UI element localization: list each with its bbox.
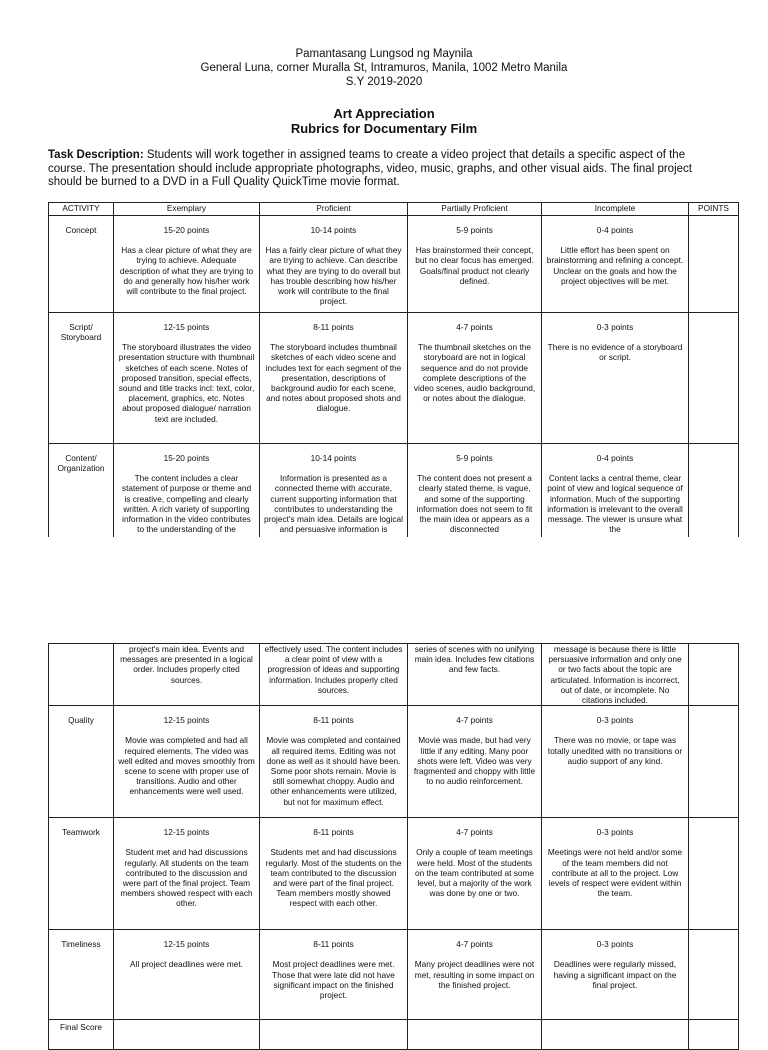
activity-cell: Teamwork: [49, 818, 114, 930]
table-row-content-continued: [49, 644, 739, 706]
exemplary-cell: [114, 930, 260, 1020]
criteria-text: Little effort has been spent on brainstorming and refining a concept. Unclear on the goals and how the project objectives will be met.: [546, 245, 684, 286]
criteria-text: Has a clear picture of what they are trying to achieve. Adequate description of what they are trying to do and generally how his/her work will contribute to the final project.: [119, 245, 254, 297]
partial-cell: [408, 930, 542, 1020]
criteria-text: All project deadlines were met.: [130, 959, 243, 970]
criteria-text: Movie was made, but had very little if any editing. Many poor shots were left. Video was very fragmented and choppy with little to no audio reinforcement.: [413, 735, 536, 787]
activity-cell: [49, 644, 114, 706]
activity-cell: Final Score: [49, 1020, 114, 1050]
criteria-text: Most project deadlines were met. Those that were late did not have significant impact on the finished project.: [272, 959, 395, 1001]
points-range: 0-3 points: [596, 322, 634, 332]
task-text: Students will work together in assigned teams to create a video project that details a specific aspect of the course. The presentation should include appropriate photographs, video, music, graphs, and other visual aids. The final project should be burned to a DVD in a Full Quality QuickTime movie format.: [48, 149, 692, 188]
incomplete-cell: [542, 644, 689, 706]
table-row-final-score: [49, 1020, 739, 1050]
points-range: 5-9 points: [456, 453, 493, 463]
exemplary-cell: [114, 706, 260, 818]
task-label: Task Description:: [48, 149, 144, 161]
document-header: [0, 47, 768, 89]
table-row-timeliness: [49, 930, 739, 1020]
incomplete-cell: [542, 313, 689, 444]
points-range: 8-11 points: [313, 827, 354, 838]
partial-cell: [408, 1020, 542, 1050]
points-cell[interactable]: [689, 818, 739, 930]
proficient-cell: [260, 706, 408, 818]
criteria-text: Students met and had discussions regularly. Most of the students on the team contributed to the discussion and were part of the final project. Team members mostly showed respect with each other.: [265, 847, 402, 909]
criteria-text: The content does not present a clearly stated theme, is vague, and some of the supporting information does not seem to fit the main idea or appears as a disconnected: [416, 473, 533, 535]
points-cell[interactable]: [689, 313, 739, 444]
points-range: 12-15 points: [163, 827, 210, 838]
proficient-cell: [260, 930, 408, 1020]
criteria-text: effectively used. The content includes a clear point of view with a progression of ideas and supporting information. Includes properly cited sources.: [264, 644, 403, 695]
partial-cell: [408, 706, 542, 818]
criteria-text: Content lacks a central theme, clear point of view and logical sequence of information. Much of the supporting information is irrelevant to the overall message. The viewer is unsure what the: [547, 473, 683, 535]
points-range: 15-20 points: [163, 453, 210, 463]
exemplary-cell: [114, 216, 260, 313]
points-range: 15-20 points: [163, 225, 210, 235]
activity-cell: Content/ Organization: [49, 444, 114, 564]
criteria-text: Has a fairly clear picture of what they are trying to achieve. Can describe what they are trying to do overall but has trouble describing how his/her work will contribute to the final project.: [265, 245, 402, 307]
proficient-cell: [260, 1020, 408, 1050]
document-title: Art Appreciation: [333, 106, 435, 121]
table-row-concept: [49, 216, 739, 313]
activity-cell: Quality: [49, 706, 114, 818]
criteria-text: Deadlines were regularly missed, having a significant impact on the final project.: [553, 959, 677, 990]
criteria-text: Student met and had discussions regularly. All students on the team contributed to the discussion and were part of the final project. Team members showed respect with each other.: [120, 847, 253, 909]
incomplete-cell: [542, 930, 689, 1020]
points-range: 10-14 points: [310, 225, 357, 235]
points-range: 0-3 points: [596, 827, 634, 838]
activity-cell: Script/ Storyboard: [49, 313, 114, 444]
points-cell[interactable]: [689, 216, 739, 313]
column-header-exemplary: Exemplary: [114, 203, 260, 216]
criteria-text: There is no evidence of a storyboard or script.: [547, 342, 683, 363]
proficient-cell: [260, 644, 408, 706]
partial-cell: [408, 313, 542, 444]
points-range: 10-14 points: [310, 453, 357, 463]
criteria-text: Has brainstormed their concept, but no clear focus has emerged. Goals/final product not clearly defined.: [415, 245, 534, 286]
rubric-table-page-2: [48, 643, 739, 1050]
points-cell[interactable]: [689, 644, 739, 706]
page-break: [0, 537, 768, 643]
school-year: S.Y 2019-2020: [345, 76, 423, 88]
points-range: 4-7 points: [456, 827, 493, 838]
points-cell[interactable]: [689, 706, 739, 818]
points-range: 12-15 points: [163, 939, 210, 950]
exemplary-cell: [114, 313, 260, 444]
points-range: 12-15 points: [163, 322, 210, 332]
points-range: 5-9 points: [456, 225, 493, 235]
criteria-text: Only a couple of team meetings were held. Most of the students on the team contributed at some level, but a majority of the work was done by one or two.: [415, 847, 534, 899]
document-subtitle: Rubrics for Documentary Film: [290, 121, 478, 136]
points-range: 4-7 points: [456, 322, 493, 332]
criteria-text: series of scenes with no unifying main idea. Includes few citations and few facts.: [414, 644, 535, 675]
criteria-text: The content includes a clear statement of purpose or theme and is creative, compelling and clearly written. A rich variety of supporting information in the video contributes to the understanding of the: [121, 473, 252, 535]
activity-cell: Concept: [49, 216, 114, 313]
criteria-text: There was no movie, or tape was totally unedited with no transitions or audio support of any kind.: [547, 735, 683, 766]
points-range: 12-15 points: [163, 715, 210, 726]
school-address: General Luna, corner Muralla St, Intramuros, Manila, 1002 Metro Manila: [200, 62, 568, 74]
task-description: [48, 149, 720, 190]
exemplary-cell: [114, 1020, 260, 1050]
incomplete-cell: [542, 216, 689, 313]
incomplete-cell: [542, 1020, 689, 1050]
proficient-cell: [260, 216, 408, 313]
rubric-table-page-1: [48, 202, 739, 564]
points-range: 8-11 points: [313, 322, 354, 332]
points-range: 4-7 points: [456, 715, 493, 726]
points-range: 0-4 points: [596, 225, 634, 235]
criteria-text: Movie was completed and contained all required items. Editing was not done as well as it should have been. Some poor shots remain. Movie is still somewhat choppy. Audio and other enhancements were utilized, but not for maximum effect.: [266, 735, 401, 807]
exemplary-cell: [114, 644, 260, 706]
criteria-text: Movie was completed and had all required elements. The video was well edited and moves smoothly from scene to scene with proper use of transitions. Audio and other enhancements were well used.: [118, 735, 255, 797]
table-row-quality: [49, 706, 739, 818]
table-header-row: [49, 203, 739, 216]
partial-cell: [408, 644, 542, 706]
criteria-text: Many project deadlines were not met, resulting in some impact on the finished project.: [414, 959, 535, 990]
criteria-text: message is because there is little persuasive information and only one or two facts about the topic are articulated. Information is incorrect, out of date, or incomplete. No citations included.: [548, 644, 682, 706]
criteria-text: Information is presented as a connected theme with accurate, current supporting information that contributes to understanding the project's main idea. Details are logical and persuasive information is: [264, 473, 404, 535]
document-titles: [0, 106, 768, 136]
points-range: 4-7 points: [456, 939, 493, 950]
points-range: 0-3 points: [596, 715, 634, 726]
points-range: 8-11 points: [313, 939, 354, 950]
criteria-text: The storyboard includes thumbnail sketches of each video scene and includes text for each segment of the presentation, descriptions of background audio for each scene, and notes about proposed shots and dialogue.: [265, 342, 402, 414]
incomplete-cell: [542, 706, 689, 818]
partial-cell: [408, 818, 542, 930]
points-range: 0-4 points: [596, 453, 634, 463]
proficient-cell: [260, 818, 408, 930]
points-range: 8-11 points: [313, 715, 354, 726]
criteria-text: The storyboard illustrates the video presentation structure with thumbnail sketches of each scene. Notes of proposed transition, special effects, sound and title tracks incl: text, color, placement, graphics, etc. Notes about proposed dialogue/ narration text are included.: [118, 342, 255, 424]
points-cell[interactable]: [689, 1020, 739, 1050]
column-header-partially-proficient: Partially Proficient: [408, 203, 542, 216]
points-range: 0-3 points: [596, 939, 634, 950]
incomplete-cell: [542, 818, 689, 930]
table-row-teamwork: [49, 818, 739, 930]
criteria-text: project's main idea. Events and messages are presented in a logical order. Includes properly cited sources.: [120, 644, 253, 685]
column-header-points: POINTS: [689, 203, 739, 216]
column-header-proficient: Proficient: [260, 203, 408, 216]
activity-cell: Timeliness: [49, 930, 114, 1020]
column-header-incomplete: Incomplete: [542, 203, 689, 216]
exemplary-cell: [114, 818, 260, 930]
partial-cell: [408, 216, 542, 313]
proficient-cell: [260, 313, 408, 444]
column-header-activity: ACTIVITY: [49, 203, 114, 216]
criteria-text: Meetings were not held and/or some of the team members did not contribute at all to the project. Low levels of respect were evident within the team.: [547, 847, 683, 899]
points-cell[interactable]: [689, 930, 739, 1020]
criteria-text: The thumbnail sketches on the storyboard are not in logical sequence and do not provide complete descriptions of the video scenes, audio background, or notes about the dialogue.: [413, 342, 536, 404]
table-row-script: [49, 313, 739, 444]
school-name: Pamantasang Lungsod ng Maynila: [295, 48, 473, 60]
